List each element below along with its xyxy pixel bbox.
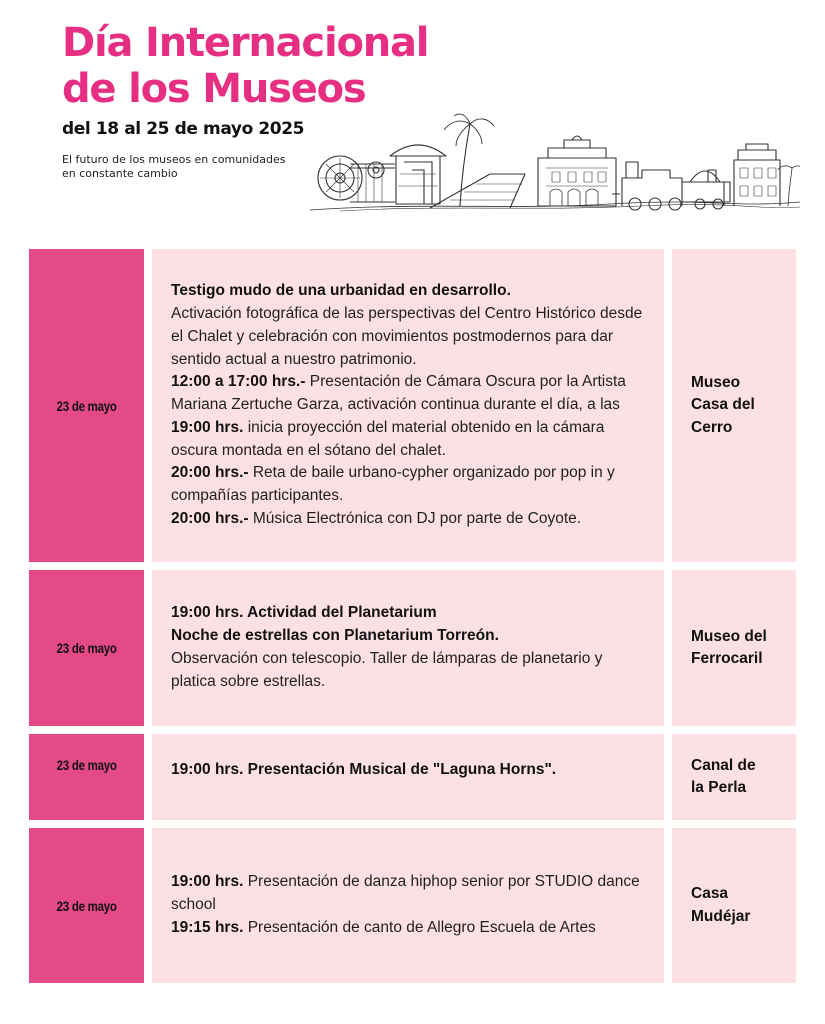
description-paragraph: 19:00 hrs. Presentación de danza hiphop senior por STUDIO dance school bbox=[171, 873, 640, 914]
venue-cell bbox=[672, 249, 796, 562]
description-paragraph: 19:15 hrs. Presentación de canto de Allegro Escuela de Artes bbox=[171, 918, 596, 936]
event-date: 23 de mayo bbox=[56, 897, 117, 914]
description-cell bbox=[152, 828, 664, 983]
subtitle bbox=[62, 153, 352, 181]
venue-name: Museo del Ferrocaril bbox=[691, 627, 767, 667]
description-paragraph: 19:00 hrs. Presentación Musical de "Laguna Horns". bbox=[171, 760, 557, 778]
date-cell bbox=[29, 734, 144, 820]
description-cell bbox=[152, 570, 664, 726]
description-paragraph: 19:00 hrs. Actividad del Planetarium bbox=[171, 604, 437, 622]
title-line-1: Día Internacional bbox=[62, 20, 429, 66]
venue-cell bbox=[672, 828, 796, 983]
venue-name: Museo Casa del Cerro bbox=[691, 373, 755, 436]
event-date: 23 de mayo bbox=[56, 397, 117, 414]
venue-cell bbox=[672, 734, 796, 820]
event-row-4 bbox=[29, 828, 796, 983]
description-cell bbox=[152, 249, 664, 562]
city-skyline-illustration bbox=[310, 112, 800, 212]
event-description bbox=[171, 602, 650, 693]
date-cell bbox=[29, 828, 144, 983]
venue-name: Casa Mudéjar bbox=[691, 885, 751, 925]
description-paragraph: 12:00 a 17:00 hrs.- Presentación de Cámara Oscura por la Artista Mariana Zertuche Garza, activación continua durante el día, a las 19:00 hrs. inicia proyección del material obtenido en la cámara oscura montada en el sótano del chalet. bbox=[171, 373, 626, 459]
page-title bbox=[62, 20, 428, 112]
subtitle-line-1: El futuro de los museos en comunidades bbox=[62, 153, 286, 166]
description-paragraph: Observación con telescopio. Taller de lámparas de planetario y platica sobre estrellas. bbox=[171, 650, 603, 690]
subtitle-line-2: en constante cambio bbox=[62, 167, 178, 180]
event-description bbox=[171, 759, 556, 782]
description-paragraph: Noche de estrellas con Planetarium Torreón. bbox=[171, 627, 499, 645]
date-cell bbox=[29, 570, 144, 726]
event-row-3 bbox=[29, 734, 796, 820]
description-cell bbox=[152, 734, 664, 820]
event-dates: del 18 al 25 de mayo 2025 bbox=[62, 119, 305, 139]
event-date: 23 de mayo bbox=[56, 640, 117, 656]
event-description bbox=[171, 280, 650, 531]
event-description bbox=[171, 871, 650, 939]
venue-cell bbox=[672, 570, 796, 726]
title-line-2: de los Museos bbox=[62, 66, 366, 112]
description-paragraph: 20:00 hrs.- Música Electrónica con DJ por parte de Coyote. bbox=[171, 510, 582, 528]
description-paragraph: Activación fotográfica de las perspectivas del Centro Histórico desde el Chalet y celebración con movimientos postmodernos para dar sentido actual a nuestro patrimonio. bbox=[171, 304, 643, 368]
description-paragraph: Testigo mudo de una urbanidad en desarrollo. bbox=[171, 282, 511, 300]
description-paragraph: 20:00 hrs.- Reta de baile urbano-cypher organizado por pop in y compañías participantes. bbox=[171, 464, 615, 505]
event-row-2 bbox=[29, 570, 796, 726]
date-cell bbox=[29, 249, 144, 562]
venue-name: Canal de la Perla bbox=[691, 756, 756, 796]
event-date: 23 de mayo bbox=[56, 757, 117, 773]
event-row-1 bbox=[29, 249, 796, 562]
